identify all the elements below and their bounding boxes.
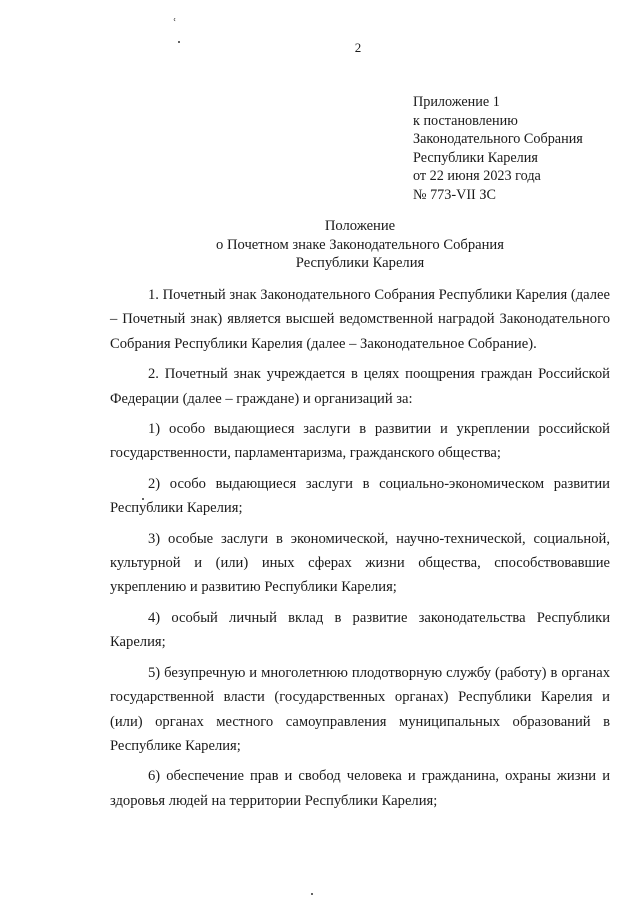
appendix-line: Приложение 1 [413,94,500,110]
title-line: Положение [324,218,396,234]
title-line: о Почетном знаке Законодательного Собрания [216,236,504,253]
list-item: 4) особый личный вклад в развитие законодательства Республики Карелия; [110,609,610,651]
paragraph: 1. Почетный знак Законодательного Собрания Республики Карелия (далее – Почетный знак) является высшей ведомственной наградой Законодательного Собрания Республики Карелия (далее – Законодательное Собрание). [110,287,610,352]
document-body [110,283,610,819]
list-item: 2) особо выдающиеся заслуги в социально-экономическом развитии Республики Карелия; [110,475,610,517]
appendix-line: № 773-VII ЗС [413,186,496,203]
paragraph: 2. Почетный знак учреждается в целях поощрения граждан Российской Федерации (далее – граждане) и организаций за: [110,366,610,407]
scan-speck [178,41,180,43]
appendix-line: Законодательного Собрания [413,131,583,147]
appendix-line: к постановлению [413,112,518,129]
appendix-line: Республики Карелия [413,149,538,166]
page-number: 2 [354,40,362,55]
list-item: 1) особо выдающиеся заслуги в развитии и укреплении российской государственности, парламентаризма, гражданского общества; [110,421,610,462]
list-item: 6) обеспечение прав и свобод человека и гражданина, охраны жизни и здоровья людей на территории Республики Карелия; [110,768,610,809]
appendix-line: от 22 июня 2023 года [413,168,541,184]
appendix-block [413,93,583,204]
scan-speck [311,893,313,895]
scan-mark: ʿ [172,17,177,33]
list-item: 5) безупречную и многолетнюю плодотворную службу (работу) в органах государственной власти (государственных органах) Республики Карелия и (или) органах местного самоуправления муниципальных образований в Республике Карелия; [110,664,610,754]
document-title [110,217,610,273]
list-item: 3) особые заслуги в экономической, научно-технической, социальной, культурной и (или) иных сферах жизни общества, способствовавшие укреплению и развитию Республики Карелия; [110,530,610,596]
title-line: Республики Карелия [295,255,425,271]
